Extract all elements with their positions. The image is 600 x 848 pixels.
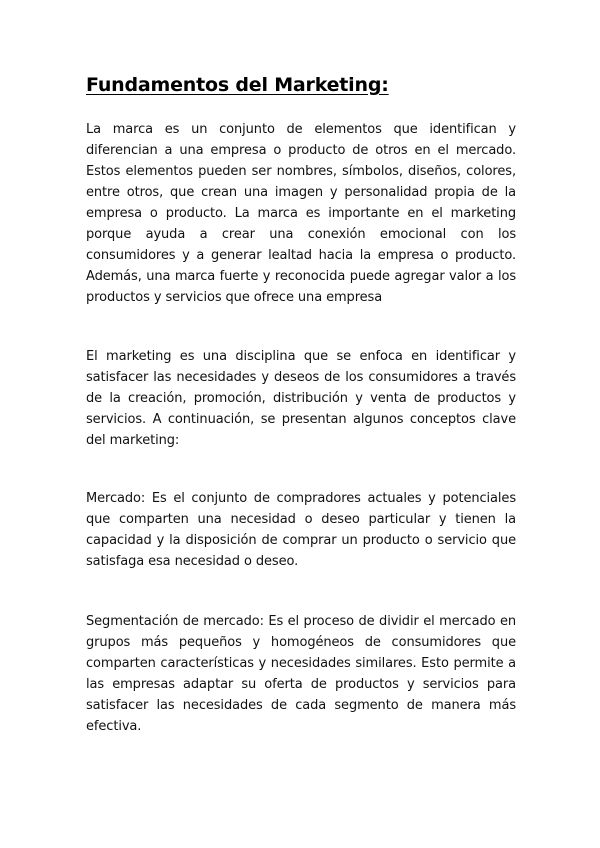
page-title: Fundamentos del Marketing: bbox=[86, 74, 389, 96]
paragraph-marketing: El marketing es una disciplina que se enfoca en identificar y satisfacer las necesidades y deseos de los consumidores a través de la creación, promoción, distribución y venta de productos y servicios. A continuación, se presentan algunos conceptos clave del marketing: bbox=[86, 349, 516, 448]
paragraph-marca: La marca es un conjunto de elementos que identifican y diferencian a una empresa o producto de otros en el mercado. Estos elementos pueden ser nombres, símbolos, diseños, colores, entre otros, que crean una imagen y personalidad propia de la empresa o producto. La marca es importante en el marketing porque ayuda a crear una conexión emocional con los consumidores y a generar lealtad hacia la empresa o producto. Además, una marca fuerte y reconocida puede agregar valor a los productos y servicios que ofrece una empresa bbox=[86, 122, 516, 305]
paragraph-segmentacion: Segmentación de mercado: Es el proceso de dividir el mercado en grupos más pequeños y homogéneos de consumidores que comparten características y necesidades similares. Esto permite a las empresas adaptar su oferta de productos y servicios para satisfacer las necesidades de cada segmento de manera más efectiva. bbox=[86, 614, 516, 734]
paragraph-mercado: Mercado: Es el conjunto de compradores actuales y potenciales que comparten una necesidad o deseo particular y tienen la capacidad y la disposición de comprar un producto o servicio que satisfaga esa necesidad o deseo. bbox=[86, 491, 516, 569]
